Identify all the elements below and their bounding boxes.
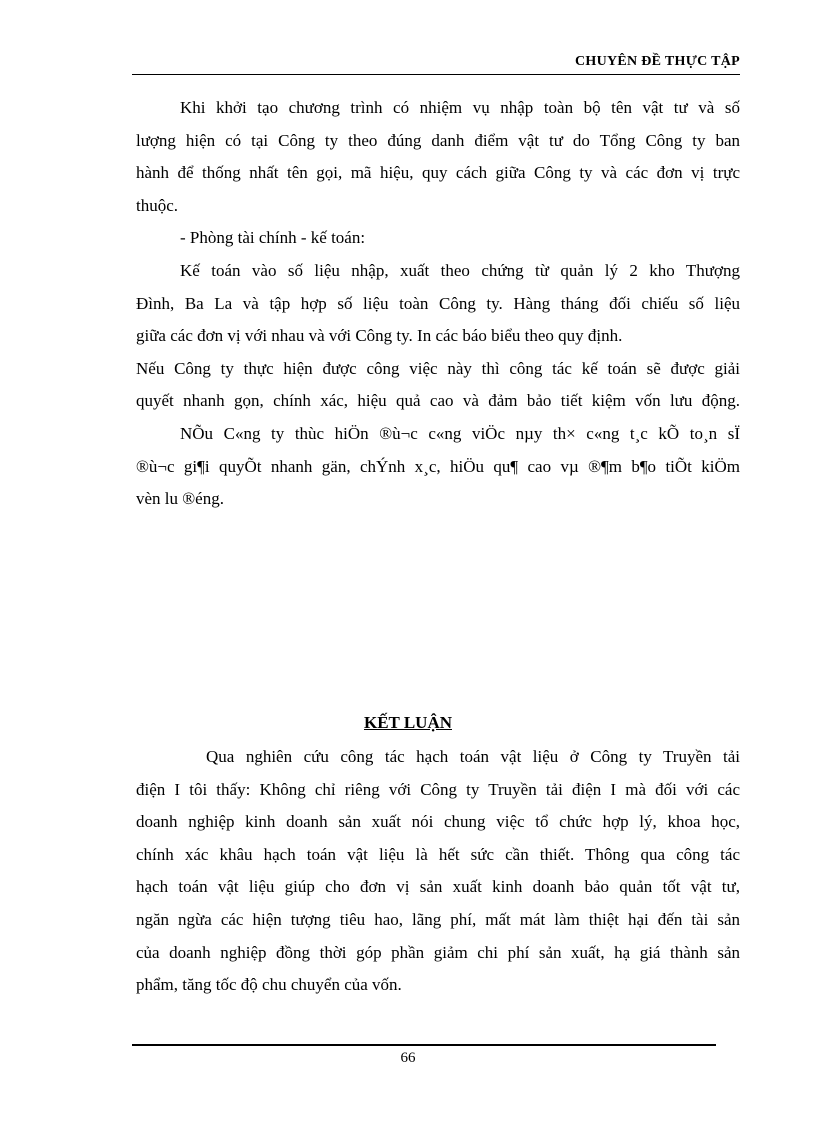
paragraph-line: giữa các đơn vị với nhau và với Công ty. In các báo biểu theo quy định.	[136, 326, 623, 346]
paragraph-line: của doanh nghiệp đồng thời góp phần giảm chi phí sản xuất, hạ giá thành sản	[136, 942, 740, 962]
paragraph-line: điện I tôi thấy: Không chỉ riêng với Công ty Truyền tải điện I mà đối với các	[136, 779, 740, 799]
paragraph-line: Kế toán vào số liệu nhập, xuất theo chứng từ quản lý 2 kho Thượng	[180, 260, 740, 280]
paragraph-line: Qua nghiên cứu công tác hạch toán vật liệu ở Công ty Truyền tải	[206, 747, 740, 766]
header-divider	[132, 74, 740, 75]
running-header-title: CHUYÊN ĐỀ THỰC TẬP	[575, 54, 740, 69]
footer-divider	[132, 1044, 716, 1046]
page-number: 66	[400, 1050, 416, 1066]
paragraph-line: doanh nghiệp kinh doanh sản xuất nói chung việc tổ chức hợp lý, khoa học,	[136, 812, 740, 832]
conclusion-text	[136, 741, 740, 1002]
paragraph-line: quyết nhanh gọn, chính xác, hiệu quả cao và đảm bảo tiết kiệm vốn lưu động.	[136, 391, 740, 411]
conclusion-heading: KẾT LUẬN	[363, 713, 452, 732]
paragraph-line: lượng hiện có tại Công ty theo đúng danh điểm vật tư do Tổng Công ty ban	[136, 130, 740, 150]
paragraph-line: hạch toán vật liệu giúp cho đơn vị sản xuất kinh doanh bảo quản tốt vật tư,	[136, 877, 740, 897]
paragraph-line: Đình, Ba La và tập hợp số liệu toàn Công ty. Hàng tháng đối chiếu số liệu	[136, 293, 740, 313]
section-label: - Phòng tài chính - kế toán:	[180, 228, 366, 248]
garbled-paragraph-line: ®ù¬c gi¶i quyÕt nhanh gän, chÝnh x¸c, hiÖu qu¶ cao vµ ®¶m b¶o tiÕt kiÖm	[136, 456, 740, 476]
paragraph-line: thuộc.	[136, 195, 179, 215]
garbled-paragraph-line: vèn lu ®éng.	[136, 489, 224, 509]
paragraph-line: chính xác khâu hạch toán vật liệu là hết sức cần thiết. Thông qua công tác	[136, 844, 740, 864]
paragraph-line: phẩm, tăng tốc độ chu chuyển của vốn.	[136, 975, 402, 995]
body-text	[136, 92, 740, 516]
paragraph-line: Khi khởi tạo chương trình có nhiệm vụ nhập toàn bộ tên vật tư và số	[180, 98, 740, 117]
paragraph-line: Nếu Công ty thực hiện được công việc này thì công tác kế toán sẽ được giải	[136, 358, 740, 378]
garbled-paragraph-line: NÕu C«ng ty thùc hiÖn ®ù¬c c«ng viÖc nµy th× c«ng t¸c kÕ to¸n sÏ	[180, 423, 740, 443]
paragraph-line: ngăn ngừa các hiện tượng tiêu hao, lãng phí, mất mát làm thiệt hại đến tài sản	[136, 909, 740, 929]
paragraph-line: hành để thống nhất tên gọi, mã hiệu, quy cách giữa Công ty và các đơn vị trực	[136, 163, 740, 183]
